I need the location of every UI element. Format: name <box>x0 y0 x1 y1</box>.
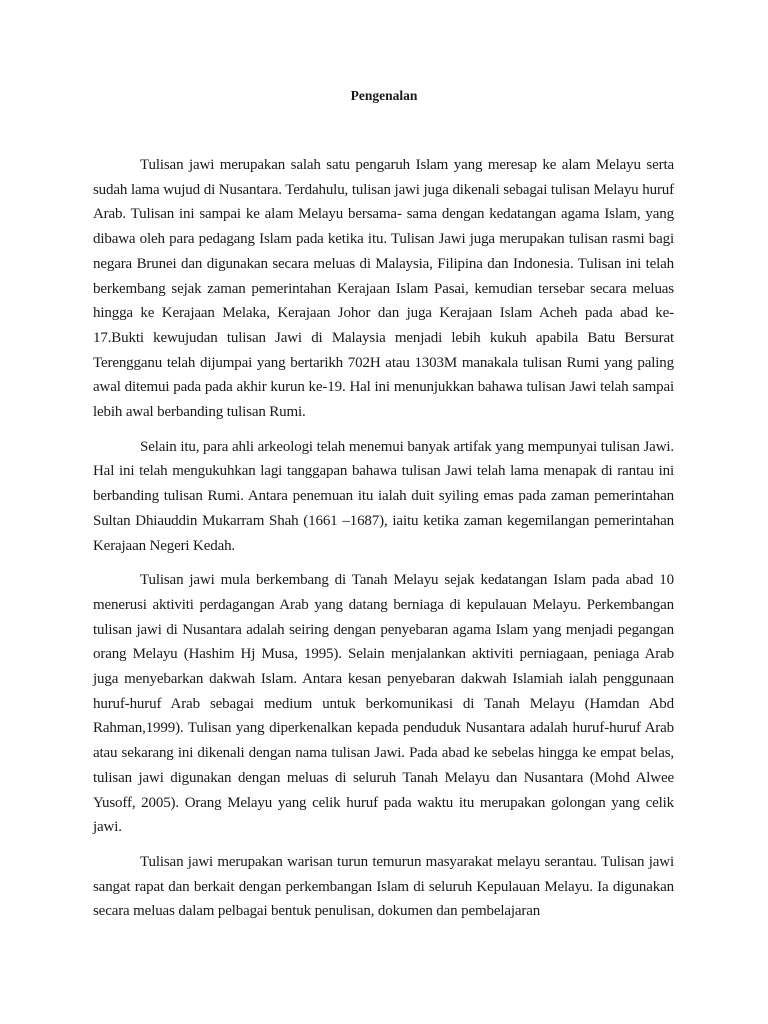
document-body <box>93 153 674 934</box>
paragraph: Selain itu, para ahli arkeologi telah menemui banyak artifak yang mempunyai tulisan Jawi. Hal ini telah mengukuhkan lagi tanggapan bahawa tulisan Jawi telah lama menapak di rantau ini berbanding tulisan Rumi. Antara penemuan itu ialah duit syiling emas pada zaman pemerintahan Sultan Dhiauddin Mukarram Shah (1661 –1687), iaitu ketika zaman kegemilangan pemerintahan Kerajaan Negeri Kedah. <box>93 438 674 554</box>
paragraph: Tulisan jawi merupakan warisan turun temurun masyarakat melayu serantau. Tulisan jawi sangat rapat dan berkait dengan perkembangan Islam di seluruh Kepulauan Melayu. Ia digunakan secara meluas dalam pelbagai bentuk penulisan, dokumen dan pembelajaran <box>93 853 674 920</box>
page-title: Pengenalan <box>350 88 418 103</box>
paragraph: Tulisan jawi mula berkembang di Tanah Melayu sejak kedatangan Islam pada abad 10 menerusi aktiviti perdagangan Arab yang datang berniaga di kepulauan Melayu. Perkembangan tulisan jawi di Nusantara adalah seiring dengan penyebaran agama Islam yang menjadi pegangan orang Melayu (Hashim Hj Musa, 1995). Selain menjalankan aktiviti perniagaan, peniaga Arab juga menyebarkan dakwah Islam. Antara kesan penyebaran dakwah Islamiah ialah penggunaan huruf-huruf Arab sebagai medium untuk berkomunikasi di Tanah Melayu (Hamdan Abd Rahman,1999). Tulisan yang diperkenalkan kepada penduduk Nusantara adalah huruf-huruf Arab atau sekarang ini dikenali dengan nama tulisan Jawi. Pada abad ke sebelas hingga ke empat belas, tulisan jawi digunakan dengan meluas di seluruh Tanah Melayu dan Nusantara (Mohd Alwee Yusoff, 2005). Orang Melayu yang celik huruf pada waktu itu merupakan golongan yang celik jawi. <box>93 572 674 836</box>
paragraph: Tulisan jawi merupakan salah satu pengaruh Islam yang meresap ke alam Melayu serta sudah lama wujud di Nusantara. Terdahulu, tulisan jawi juga dikenali sebagai tulisan Melayu huruf Arab. Tulisan ini sampai ke alam Melayu bersama- sama dengan kedatangan agama Islam, yang dibawa oleh para pedagang Islam pada ketika itu. Tulisan Jawi juga merupakan tulisan rasmi bagi negara Brunei dan digunakan secara meluas di Malaysia, Filipina dan Indonesia. Tulisan ini telah berkembang sejak zaman pemerintahan Kerajaan Islam Pasai, kemudian tersebar secara meluas hingga ke Kerajaan Melaka, Kerajaan Johor dan juga Kerajaan Islam Acheh pada abad ke-17.Bukti kewujudan tulisan Jawi di Malaysia menjadi lebih kukuh apabila Batu Bersurat Terengganu telah dijumpai yang bertarikh 702H atau 1303M manakala tulisan Rumi yang paling awal ditemui pada pada akhir kurun ke-19. Hal ini menunjukkan bahawa tulisan Jawi telah sampai lebih awal berbanding tulisan Rumi. <box>93 157 674 421</box>
